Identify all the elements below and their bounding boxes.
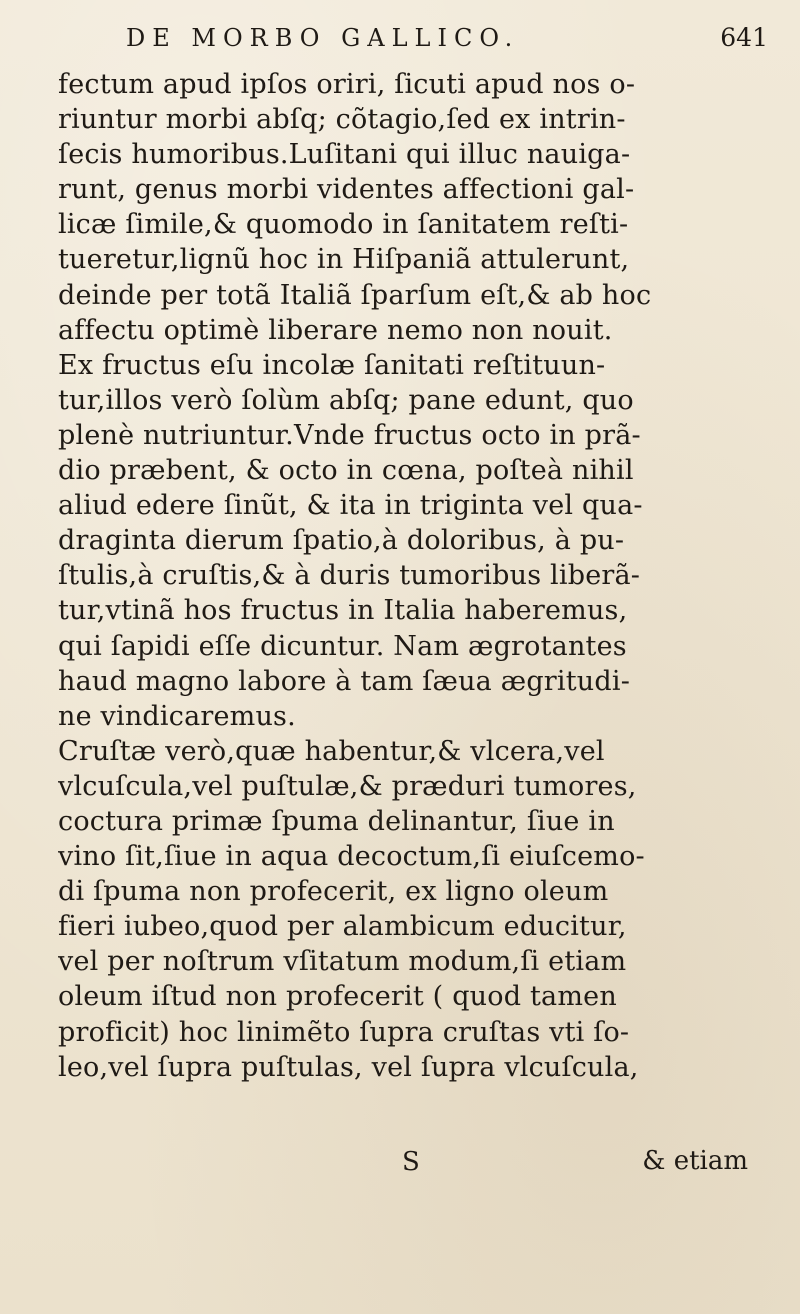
page-header [112, 18, 768, 62]
text-line: runt, genus morbi videntes affectioni gal- [58, 174, 635, 206]
text-line: tur,illos verò ſolùm abſq; pane edunt, quo [58, 384, 634, 416]
text-line: tueretur,lignũ hoc in Hiſpaniã attulerunt, [58, 244, 630, 276]
text-line: Cruſtæ verò,quæ habentur,& vlcera,vel [58, 735, 605, 767]
text-line: aliud edere ſinũt, & ita in triginta vel qua- [58, 490, 643, 522]
signature-mark: S [402, 1147, 420, 1177]
text-line: proficit) hoc linimẽto ſupra cruſtas vti ſo- [58, 1016, 630, 1048]
page-footer [58, 1144, 748, 1184]
text-line: ſecis humoribus.Luſitani qui illuc nauiga- [58, 139, 631, 171]
text-line: fieri iubeo,quod per alambicum educitur, [58, 911, 627, 943]
text-line: haud magno labore à tam ſæua ægritudi- [58, 665, 631, 697]
text-line: riuntur morbi abſq; cõtagio,ſed ex intrin- [58, 104, 626, 136]
text-line: leo,vel ſupra puſtulas, vel ſupra vlcuſcula, [58, 1051, 639, 1083]
text-line: deinde per totã Italiã ſparſum eſt,& ab hoc [58, 279, 652, 311]
text-line: di ſpuma non profecerit, ex ligno oleum [58, 876, 609, 908]
text-line: qui ſapidi eſſe dicuntur. Nam ægrotantes [58, 630, 627, 662]
text-line: vel per noſtrum vſitatum modum,ſi etiam [58, 946, 627, 978]
body-text [58, 67, 748, 1085]
page-number: 641 [720, 23, 768, 52]
text-line: plenè nutriuntur.Vnde fructus octo in prã- [58, 419, 641, 451]
text-line: affectu optimè liberare nemo non nouit. [58, 314, 613, 346]
text-line: oleum iſtud non profecerit ( quod tamen [58, 981, 617, 1013]
text-line: dio præbent, & octo in cœna, poſteà nihil [58, 455, 634, 487]
text-line: tur,vtinã hos fructus in Italia haberemus, [58, 595, 628, 627]
text-line: licæ ſimile,& quomodo in ſanitatem reſti- [58, 209, 629, 241]
text-line: draginta dierum ſpatio,à doloribus, à pu- [58, 525, 625, 557]
text-line: vlcuſcula,vel puſtulæ,& præduri tumores, [58, 770, 637, 802]
text-line: coctura primæ ſpuma delinantur, ſiue in [58, 805, 615, 837]
text-line: ne vindicaremus. [58, 700, 296, 732]
catchword: & etiam [642, 1146, 748, 1176]
text-line: ſtulis,à cruſtis,& à duris tumoribus liberã- [58, 560, 641, 592]
running-head: DE MORBO GALLICO. [126, 24, 520, 52]
text-line: vino ſit,ſiue in aqua decoctum,ſi eiuſcemo- [58, 841, 645, 873]
text-line: Ex fructus eſu incolæ ſanitati reſtituun- [58, 349, 606, 381]
text-line: fectum apud ipſos oriri, ſicuti apud nos o- [58, 69, 636, 100]
